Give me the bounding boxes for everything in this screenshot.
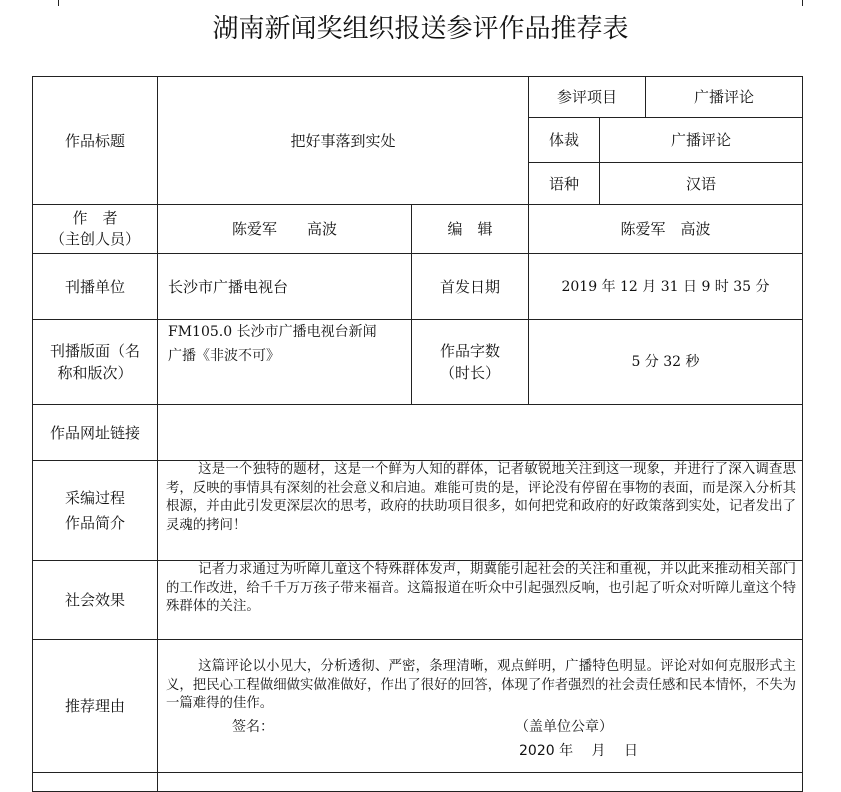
edition-label-line2: 称和版次） <box>57 364 133 382</box>
title-label: 作品标题 <box>32 76 158 205</box>
process-label <box>32 460 158 561</box>
length-label-line1: 作品字数 <box>439 342 500 360</box>
title-value: 把好事落到实处 <box>157 76 529 205</box>
table-edge-stub <box>802 0 803 6</box>
form-title: 湖南新闻奖组织报送参评作品推荐表 <box>212 14 629 44</box>
url-label: 作品网址链接 <box>32 404 158 461</box>
edition-label-line1: 刊播版面（名 <box>49 342 140 360</box>
author-label-line2: （主创人员） <box>49 230 140 248</box>
publisher-label: 刊播单位 <box>32 253 158 320</box>
process-text: 这是一个独特的题材，这是一个鲜为人知的群体，记者敏锐地关注到这一现象，并进行了深入调查思考，反映的事情具有深刻的社会意义和启迪。难能可贵的是，评论没有停留在事物的表面，而是深入分析其根源，并由此引发更深层次的思考，政府的扶助项目很多，如何把党和政府的好政策落到实处，记者发出了灵魂的拷问！ <box>166 462 796 533</box>
effect-text-block <box>166 561 796 617</box>
editor-value: 陈爱军 高波 <box>528 204 803 254</box>
author-label-line1: 作 者 <box>72 209 118 227</box>
genre-label: 体裁 <box>528 117 600 163</box>
date-label: 首发日期 <box>411 253 529 320</box>
language-value: 汉语 <box>599 162 803 205</box>
date-value: 2019 年 12 月 31 日 9 时 35 分 <box>528 253 803 320</box>
publisher-value: 长沙市广播电视台 <box>157 253 412 320</box>
sign-date: 2020 年 月 日 <box>519 743 638 759</box>
seal-label: （盖单位公章） <box>515 719 613 735</box>
edition-value-line2: 广播《非波不可》 <box>168 348 280 364</box>
table-edge-stub <box>58 0 59 6</box>
genre-value: 广播评论 <box>599 117 803 163</box>
category-value: 广播评论 <box>645 76 803 118</box>
edition-value <box>157 319 412 405</box>
effect-text: 记者力求通过为听障儿童这个特殊群体发声，期冀能引起社会的关注和重视，并以此来推动相关部门的工作改进，给千千万万孩子带来福音。这篇报道在听众中引起强烈反响，也引起了听众对听障儿童这个特殊群体的关注。 <box>166 562 796 614</box>
length-label <box>411 319 529 405</box>
category-label: 参评项目 <box>528 76 646 118</box>
author-label <box>32 204 158 254</box>
edition-value-line1: FM105.0 长沙市广播电视台新闻 <box>168 324 377 340</box>
editor-label: 编 辑 <box>411 204 529 254</box>
process-label-line2: 作品简介 <box>64 513 125 532</box>
process-label-line1: 采编过程 <box>64 488 125 507</box>
sign-label: 签名： <box>232 719 274 735</box>
reason-text: 这篇评论以小见大，分析透彻、严密，条理清晰，观点鲜明，广播特色明显。评论对如何克服形式主义，把民心工程做细做实做准做好，作出了很好的回答，体现了作者强烈的社会责任感和民本情怀，不失为一篇难得的佳作。 <box>166 659 796 711</box>
author-value: 陈爱军 高波 <box>157 204 412 254</box>
language-label: 语种 <box>528 162 600 205</box>
edition-label <box>32 319 158 405</box>
bottom-row-value <box>157 772 803 792</box>
length-label-line2: （时长） <box>439 364 500 382</box>
length-value: 5 分 32 秒 <box>528 319 803 405</box>
reason-text-block <box>166 658 796 714</box>
effect-label: 社会效果 <box>32 560 158 640</box>
url-value[interactable] <box>157 404 803 461</box>
process-text-block <box>166 461 796 535</box>
reason-label: 推荐理由 <box>32 639 158 773</box>
bottom-row-label <box>32 772 158 792</box>
